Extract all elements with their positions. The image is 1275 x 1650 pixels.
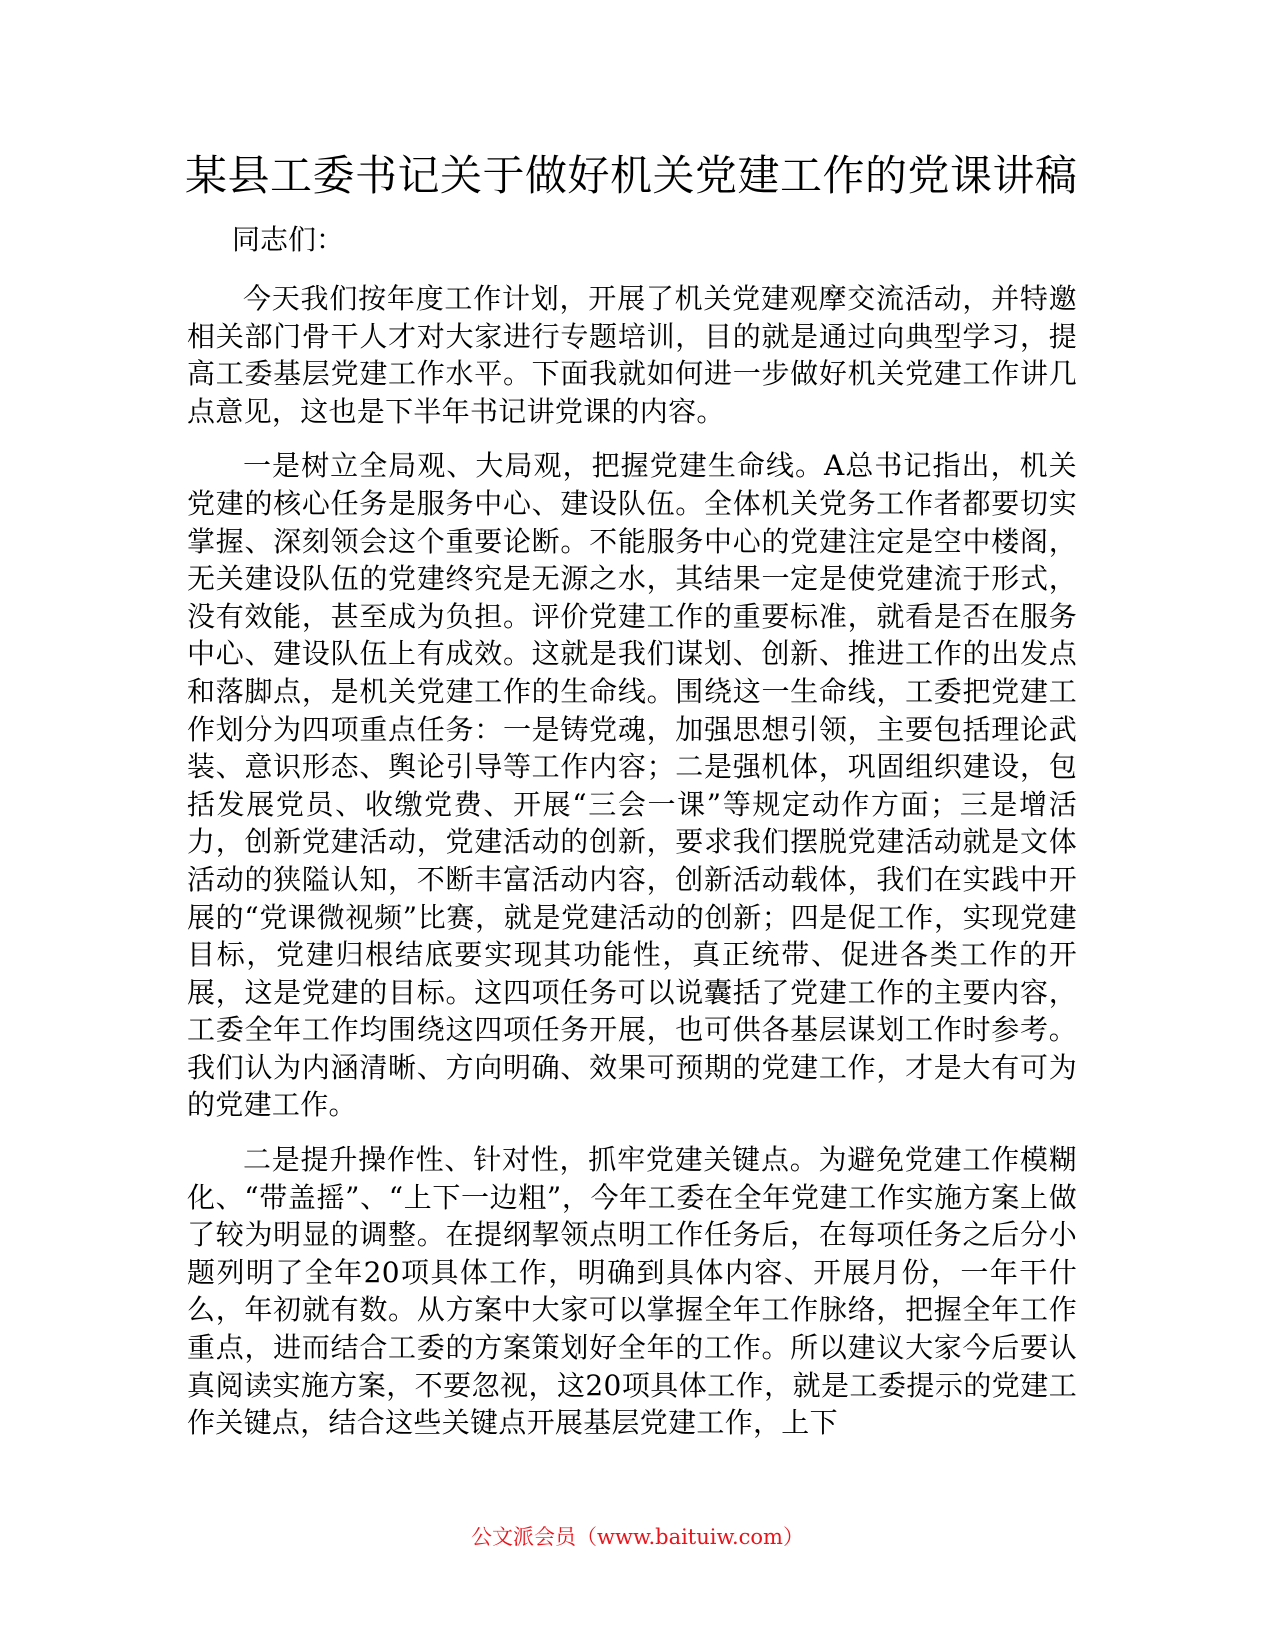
paragraph-point-two: 二是提升操作性、针对性，抓牢党建关键点。为避免党建工作模糊化、“带盖摇”、“上下一边粗”，今年工委在全年党建工作实施方案上做了较为明显的调整。在提纲挈领点明工作任务后，在每项任务之后分小题列明了全年20项具体工作，明确到具体内容、开展月份，一年干什么，年初就有数。从方案中大家可以掌握全年工作脉络，把握全年工作重点，进而结合工委的方案策划好全年的工作。所以建议大家今后要认真阅读实施方案，不要忽视，这20项具体工作，就是工委提示的党建工作关键点，结合这些关键点开展基层党建工作，上下 <box>187 1143 1077 1440</box>
paragraph-intro: 今天我们按年度工作计划，开展了机关党建观摩交流活动，并特邀相关部门骨干人才对大家进行专题培训，目的就是通过向典型学习，提高工委基层党建工作水平。下面我就如何进一步做好机关党建工作讲几点意见，这也是下半年书记讲党课的内容。 <box>187 282 1077 428</box>
paragraph-point-one: 一是树立全局观、大局观，把握党建生命线。A总书记指出，机关党建的核心任务是服务中心、建设队伍。全体机关党务工作者都要切实掌握、深刻领会这个重要论断。不能服务中心的党建注定是空中楼阁，无关建设队伍的党建终究是无源之水，其结果一定是使党建流于形式，没有效能，甚至成为负担。评价党建工作的重要标准，就看是否在服务中心、建设队伍上有成效。这就是我们谋划、创新、推进工作的出发点和落脚点，是机关党建工作的生命线。围绕这一生命线，工委把党建工作划分为四项重点任务：一是铸党魂，加强思想引领，主要包括理论武装、意识形态、舆论引导等工作内容；二是强机体，巩固组织建设，包括发展党员、收缴党费、开展“三会一课”等规定动作方面；三是增活力，创新党建活动，党建活动的创新，要求我们摆脱党建活动就是文体活动的狭隘认知，不断丰富活动内容，创新活动载体，我们在实践中开展的“党课微视频”比赛，就是党建活动的创新；四是促工作，实现党建目标，党建归根结底要实现其功能性，真正统带、促进各类工作的开展，这是党建的目标。这四项任务可以说囊括了党建工作的主要内容，工委全年工作均围绕这四项任务开展，也可供各基层谋划工作时参考。我们认为内涵清晰、方向明确、效果可预期的党建工作，才是大有可为的党建工作。 <box>187 449 1077 1122</box>
document-title: 某县工委书记关于做好机关党建工作的党课讲稿 <box>185 151 1078 200</box>
footer-watermark-link[interactable]: 公文派会员（www.baituiw.com） <box>471 1525 804 1549</box>
salutation: 同志们： <box>232 223 345 256</box>
document-body <box>187 280 1077 1459</box>
